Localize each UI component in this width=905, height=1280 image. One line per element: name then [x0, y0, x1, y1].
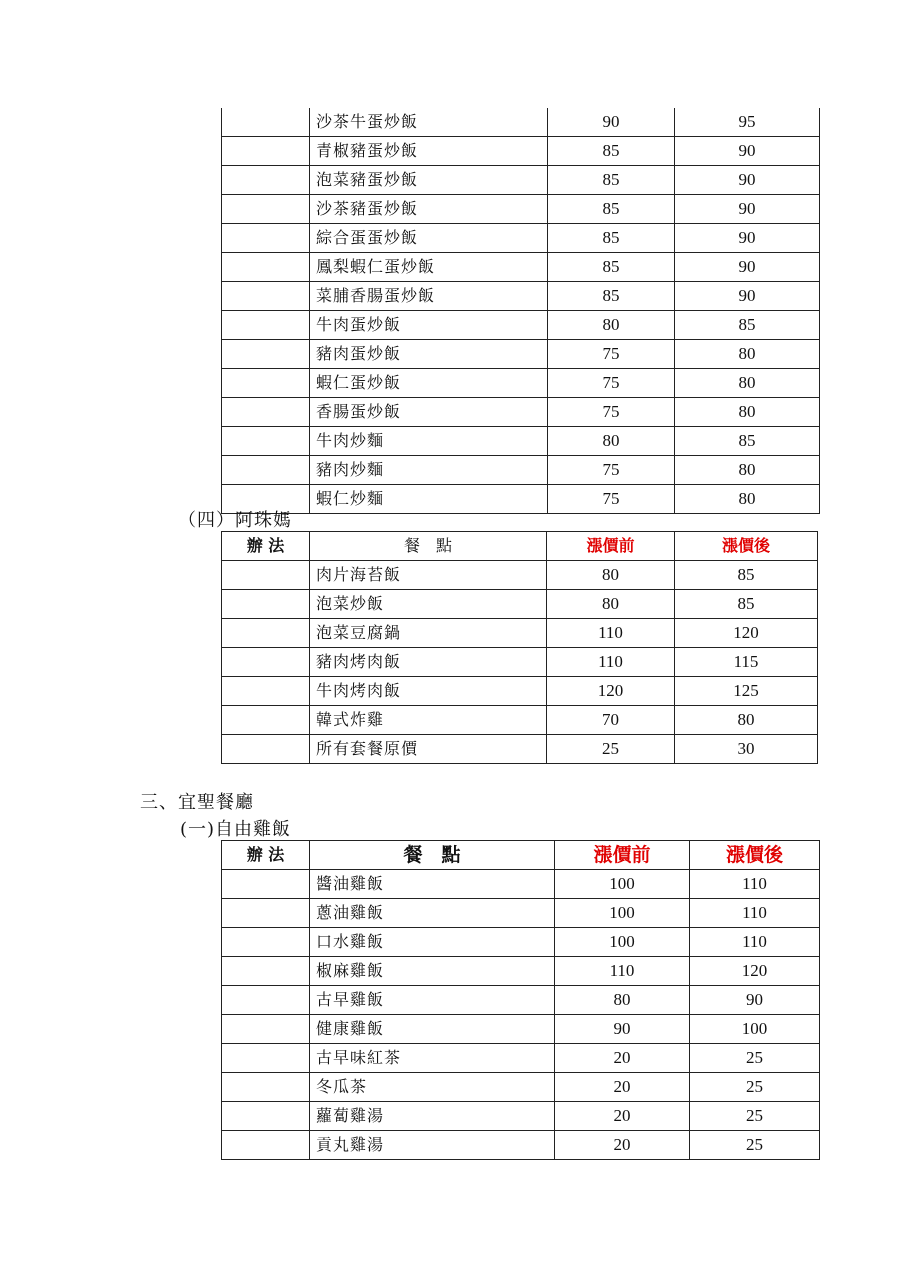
table-row [222, 1015, 820, 1044]
table-row [222, 619, 818, 648]
price-after: 80 [675, 485, 820, 514]
price-after: 90 [675, 282, 820, 311]
table-header-row [222, 841, 820, 870]
table-row [222, 456, 820, 485]
item-name: 韓式炸雞 [310, 706, 547, 735]
method-cell [222, 590, 310, 619]
table-row [222, 108, 820, 137]
table-row [222, 986, 820, 1015]
price-after: 80 [675, 456, 820, 485]
header-price-before: 漲價前 [555, 841, 690, 870]
method-cell [222, 253, 310, 282]
price-before: 85 [548, 195, 675, 224]
item-name: 醬油雞飯 [310, 870, 555, 899]
header-price-after: 漲價後 [690, 841, 820, 870]
header-method: 辦 法 [222, 532, 310, 561]
table-row [222, 735, 818, 764]
item-name: 綜合蛋蛋炒飯 [310, 224, 548, 253]
price-after: 25 [690, 1044, 820, 1073]
table-row [222, 1102, 820, 1131]
price-after: 110 [690, 870, 820, 899]
price-before: 75 [548, 485, 675, 514]
price-before: 100 [555, 928, 690, 957]
price-before: 85 [548, 166, 675, 195]
price-after: 110 [690, 899, 820, 928]
price-before: 85 [548, 253, 675, 282]
price-after: 85 [675, 311, 820, 340]
item-name: 蔥油雞飯 [310, 899, 555, 928]
price-after: 90 [690, 986, 820, 1015]
price-table-continued [221, 108, 820, 514]
method-cell [222, 369, 310, 398]
method-cell [222, 1015, 310, 1044]
item-name: 蘿蔔雞湯 [310, 1102, 555, 1131]
item-name: 健康雞飯 [310, 1015, 555, 1044]
price-before: 110 [547, 619, 675, 648]
table-row [222, 1131, 820, 1160]
item-name: 沙茶牛蛋炒飯 [310, 108, 548, 137]
price-after: 95 [675, 108, 820, 137]
item-name: 青椒豬蛋炒飯 [310, 137, 548, 166]
method-cell [222, 224, 310, 253]
price-before: 75 [548, 340, 675, 369]
price-after: 25 [690, 1102, 820, 1131]
item-name: 泡菜豬蛋炒飯 [310, 166, 548, 195]
item-name: 古早味紅茶 [310, 1044, 555, 1073]
price-before: 85 [548, 224, 675, 253]
method-cell [222, 957, 310, 986]
table-row [222, 340, 820, 369]
method-cell [222, 677, 310, 706]
method-cell [222, 282, 310, 311]
item-name: 冬瓜茶 [310, 1073, 555, 1102]
price-before: 80 [547, 561, 675, 590]
method-cell [222, 561, 310, 590]
table-row [222, 166, 820, 195]
price-before: 20 [555, 1131, 690, 1160]
item-name: 牛肉炒麵 [310, 427, 548, 456]
price-before: 110 [547, 648, 675, 677]
price-before: 85 [548, 137, 675, 166]
table-row [222, 677, 818, 706]
price-before: 75 [548, 369, 675, 398]
price-after: 80 [675, 706, 818, 735]
price-table-free-chicken-rice [221, 840, 820, 1160]
header-item: 餐 點 [310, 841, 555, 870]
table-row [222, 137, 820, 166]
item-name: 泡菜炒飯 [310, 590, 547, 619]
subsection-heading-free-chicken-rice: (一)自由雞飯 [180, 819, 292, 840]
method-cell [222, 1044, 310, 1073]
table-row [222, 253, 820, 282]
price-after: 110 [690, 928, 820, 957]
price-before: 80 [547, 590, 675, 619]
header-method: 辦 法 [222, 841, 310, 870]
price-before: 20 [555, 1044, 690, 1073]
price-after: 90 [675, 253, 820, 282]
section-heading-a-zhu-ma: （四）阿珠媽 [178, 510, 292, 531]
method-cell [222, 137, 310, 166]
item-name: 口水雞飯 [310, 928, 555, 957]
price-after: 90 [675, 166, 820, 195]
price-table-free-chicken-rice-body [222, 870, 820, 1160]
method-cell [222, 1073, 310, 1102]
table-header-row [222, 532, 818, 561]
price-table-a-zhu-ma [221, 531, 818, 764]
price-after: 90 [675, 137, 820, 166]
method-cell [222, 986, 310, 1015]
price-before: 20 [555, 1102, 690, 1131]
price-before: 70 [547, 706, 675, 735]
header-price-after: 漲價後 [675, 532, 818, 561]
method-cell [222, 195, 310, 224]
price-after: 100 [690, 1015, 820, 1044]
price-before: 120 [547, 677, 675, 706]
table-row [222, 928, 820, 957]
price-after: 85 [675, 427, 820, 456]
price-after: 80 [675, 340, 820, 369]
method-cell [222, 1131, 310, 1160]
price-table-continued-body [222, 108, 820, 514]
method-cell [222, 619, 310, 648]
price-after: 115 [675, 648, 818, 677]
price-after: 25 [690, 1131, 820, 1160]
table-row [222, 1044, 820, 1073]
price-after: 25 [690, 1073, 820, 1102]
table-row [222, 427, 820, 456]
method-cell [222, 735, 310, 764]
item-name: 古早雞飯 [310, 986, 555, 1015]
price-after: 120 [675, 619, 818, 648]
item-name: 菜脯香腸蛋炒飯 [310, 282, 548, 311]
price-before: 100 [555, 870, 690, 899]
item-name: 沙茶豬蛋炒飯 [310, 195, 548, 224]
item-name: 豬肉炒麵 [310, 456, 548, 485]
price-before: 25 [547, 735, 675, 764]
item-name: 鳳梨蝦仁蛋炒飯 [310, 253, 548, 282]
price-before: 20 [555, 1073, 690, 1102]
item-name: 肉片海苔飯 [310, 561, 547, 590]
table-row [222, 899, 820, 928]
item-name: 蝦仁炒麵 [310, 485, 548, 514]
method-cell [222, 928, 310, 957]
price-before: 75 [548, 398, 675, 427]
section-heading-yi-sheng: 三、宜聖餐廳 [140, 792, 254, 813]
item-name: 牛肉蛋炒飯 [310, 311, 548, 340]
method-cell [222, 166, 310, 195]
price-after: 125 [675, 677, 818, 706]
price-after: 120 [690, 957, 820, 986]
method-cell [222, 398, 310, 427]
price-after: 30 [675, 735, 818, 764]
item-name: 豬肉烤肉飯 [310, 648, 547, 677]
method-cell [222, 870, 310, 899]
price-before: 110 [555, 957, 690, 986]
price-before: 80 [548, 311, 675, 340]
table-row [222, 706, 818, 735]
price-after: 90 [675, 224, 820, 253]
item-name: 蝦仁蛋炒飯 [310, 369, 548, 398]
item-name: 豬肉蛋炒飯 [310, 340, 548, 369]
method-cell [222, 108, 310, 137]
method-cell [222, 1102, 310, 1131]
method-cell [222, 427, 310, 456]
item-name: 所有套餐原價 [310, 735, 547, 764]
price-after: 85 [675, 561, 818, 590]
price-before: 90 [548, 108, 675, 137]
price-before: 75 [548, 456, 675, 485]
price-after: 80 [675, 398, 820, 427]
table-row [222, 224, 820, 253]
table-row [222, 561, 818, 590]
table-row [222, 195, 820, 224]
price-table-a-zhu-ma-body [222, 561, 818, 764]
table-row [222, 590, 818, 619]
table-row [222, 870, 820, 899]
header-price-before: 漲價前 [547, 532, 675, 561]
method-cell [222, 648, 310, 677]
price-before: 90 [555, 1015, 690, 1044]
table-row [222, 485, 820, 514]
price-before: 80 [555, 986, 690, 1015]
price-before: 100 [555, 899, 690, 928]
item-name: 貢丸雞湯 [310, 1131, 555, 1160]
table-row [222, 1073, 820, 1102]
item-name: 泡菜豆腐鍋 [310, 619, 547, 648]
item-name: 香腸蛋炒飯 [310, 398, 548, 427]
price-before: 85 [548, 282, 675, 311]
price-after: 80 [675, 369, 820, 398]
table-row [222, 648, 818, 677]
method-cell [222, 706, 310, 735]
header-item: 餐 點 [310, 532, 547, 561]
method-cell [222, 899, 310, 928]
table-row [222, 369, 820, 398]
table-row [222, 282, 820, 311]
table-row [222, 398, 820, 427]
price-before: 80 [548, 427, 675, 456]
method-cell [222, 311, 310, 340]
item-name: 牛肉烤肉飯 [310, 677, 547, 706]
price-after: 85 [675, 590, 818, 619]
method-cell [222, 340, 310, 369]
method-cell [222, 456, 310, 485]
item-name: 椒麻雞飯 [310, 957, 555, 986]
table-row [222, 311, 820, 340]
table-row [222, 957, 820, 986]
price-after: 90 [675, 195, 820, 224]
